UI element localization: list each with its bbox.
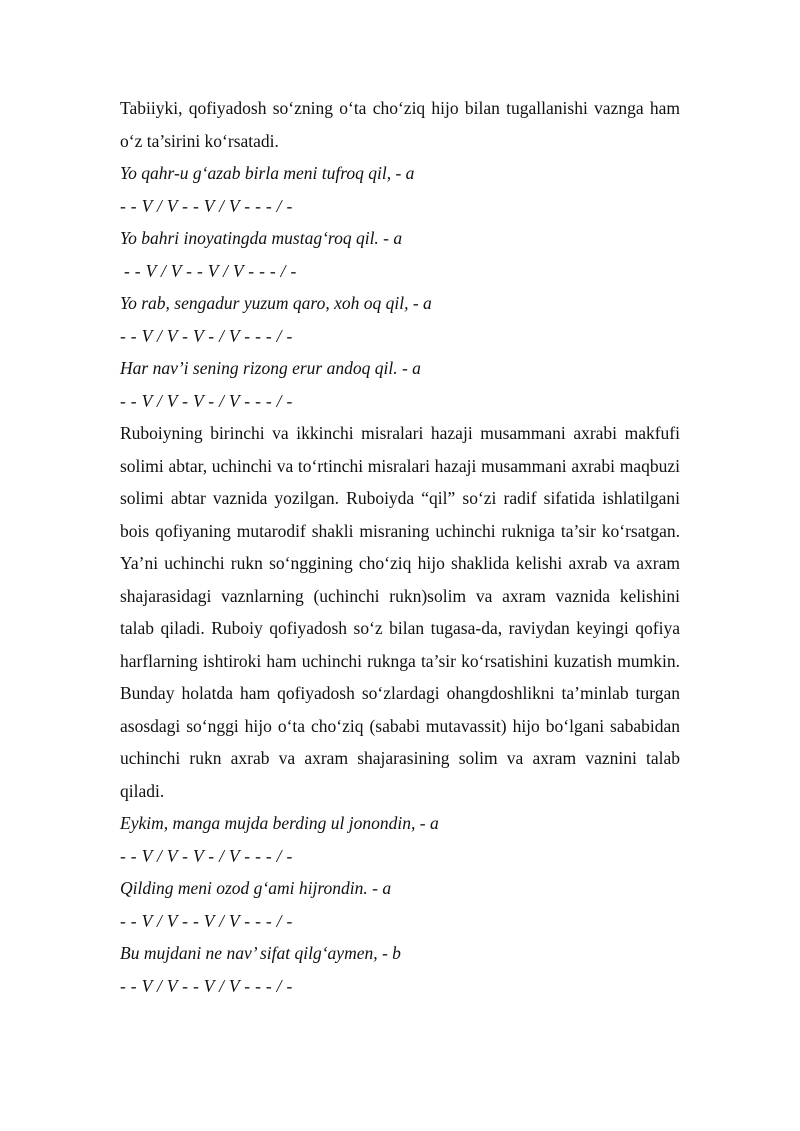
meter-line: - - V / V - - V / V - - - / - xyxy=(120,195,293,216)
verse-line: Har nav’i sening rizong erur andoq qil. - a xyxy=(120,358,421,378)
verse-line: Bu mujdani ne nav’ sifat qilg‘aymen, - b xyxy=(120,943,401,963)
meter-line: - - V / V - V - / V - - - / - xyxy=(120,390,293,411)
rubai-2 xyxy=(120,807,680,1002)
verse-line: Yo bahri inoyatingda mustag‘roq qil. - a xyxy=(120,228,403,248)
document-page xyxy=(120,92,680,1002)
verse-line: Qilding meni ozod g‘ami hijrondin. - a xyxy=(120,878,392,898)
verse-line: Yo rab, sengadur yuzum qaro, xoh oq qil, - a xyxy=(120,293,432,313)
analysis-paragraph: Ruboiyning birinchi va ikkinchi misralari hazaji musammani axrabi makfufi solimi abtar, uchinchi va to‘rtinchi misralari hazaji musammani axrabi maqbuzi solimi abtar vaznida yozilgan. Ruboiyda “qil” so‘zi radif sifatida ishlatilgani bois qofiyaning mutarodif shakli misraning uchinchi rukniga ta’sir ko‘rsatgan. Ya’ni uchinchi rukn so‘nggining cho‘ziq hijo shaklida kelishi axrab va axram shajarasidagi vaznlarning (uchinchi rukn)solim va axram vaznida kelishini talab qiladi. Ruboiy qofiyadosh so‘z bilan tugasa-da, raviydan keyingi qofiya harflarning ishtiroki ham uchinchi ruknga ta’sir ko‘rsatishini kuzatish mumkin. Bunday holatda ham qofiyadosh so‘zlardagi ohangdoshlikni ta’minlab turgan asosdagi so‘nggi hijo o‘ta cho‘ziq (sababi mutavassit) hijo bo‘lgani sababidan uchinchi rukn axrab va axram shajarasining solim va axram vaznini talab qiladi. xyxy=(120,423,680,801)
meter-line: - - V / V - V - / V - - - / - xyxy=(120,845,293,866)
rubai-1 xyxy=(120,157,680,417)
verse-line: Eykim, manga mujda berding ul jonondin, - a xyxy=(120,813,439,833)
meter-line: - - V / V - - V / V - - - / - xyxy=(124,260,297,281)
meter-line: - - V / V - V - / V - - - / - xyxy=(120,325,293,346)
meter-line: - - V / V - - V / V - - - / - xyxy=(120,910,293,931)
meter-line: - - V / V - - V / V - - - / - xyxy=(120,975,293,996)
intro-paragraph: Tabiiyki, qofiyadosh so‘zning o‘ta cho‘ziq hijo bilan tugallanishi vaznga ham o‘z ta’sirini ko‘rsatadi. xyxy=(120,98,680,151)
verse-line: Yo qahr-u g‘azab birla meni tufroq qil, - a xyxy=(120,163,415,183)
